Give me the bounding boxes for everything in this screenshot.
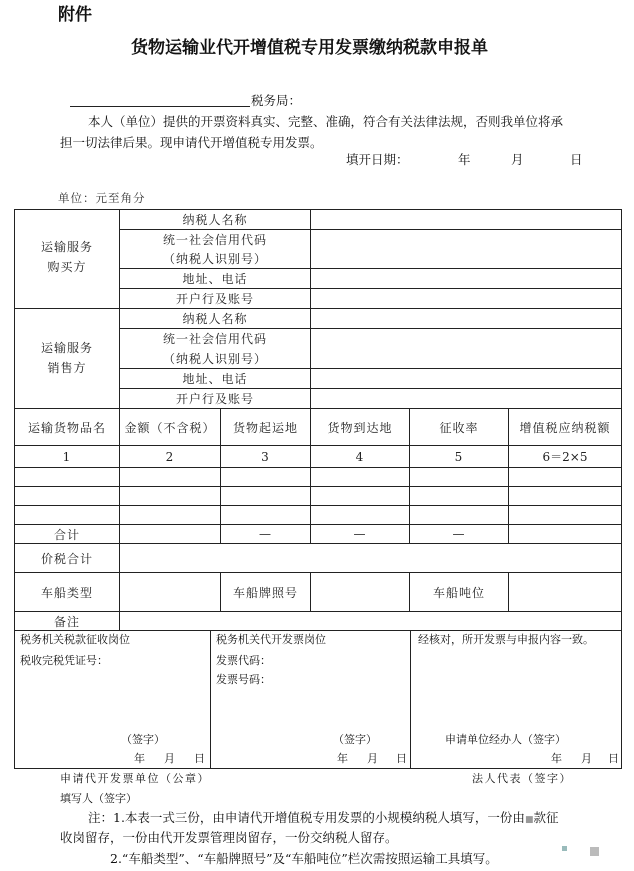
sign-box-2-day: 日 [396, 752, 407, 765]
declaration-line-2: 担一切法律后果。现申请代开增值税专用发票。 [60, 135, 323, 150]
note-1-line-2: 收岗留存，一份由代开发票管理岗留存，一份交纳税人留存。 [60, 830, 398, 845]
vehicle-tonnage-label: 车船吨位 [432, 585, 485, 600]
column-header-destination: 货物到达地 [327, 420, 393, 435]
item-row-3[interactable] [15, 506, 621, 524]
seller-bank-account-label: 开户行及账号 [175, 392, 254, 406]
seller-taxpayer-id-label: （纳税人识别号） [162, 352, 267, 366]
artifact-icon [562, 846, 567, 851]
seller-group-label-2: 销售方 [47, 360, 87, 375]
sign-box-1-sign: （签字） [121, 733, 165, 746]
buyer-taxpayer-id-field[interactable] [311, 230, 621, 268]
column-number-5: 5 [454, 449, 464, 464]
attachment-label: 附件 [58, 5, 92, 25]
sign-box-1-voucher-label: 税收完税凭证号： [20, 654, 108, 667]
sign-box-1-year: 年 [134, 752, 145, 765]
sign-box-3-day: 日 [608, 752, 619, 765]
column-number-6: 6＝2×5 [542, 450, 588, 464]
buyer-credit-code-label: 统一社会信用代码 [162, 233, 267, 247]
seller-address-phone-label: 地址、电话 [182, 372, 248, 386]
buyer-group-label-2: 购买方 [47, 259, 87, 274]
sign-box-2-sign: （签字） [333, 733, 377, 746]
vehicle-type-label: 车船类型 [40, 585, 93, 600]
fill-date-day: 日 [570, 152, 583, 167]
fill-date-month: 月 [511, 152, 524, 167]
total-dash-rate: — [452, 527, 466, 541]
buyer-name-field[interactable] [311, 210, 621, 229]
buyer-bank-account-field[interactable] [311, 289, 621, 308]
item-row-1[interactable] [15, 468, 621, 486]
seller-taxpayer-id-field[interactable] [311, 329, 621, 368]
seller-name-label: 纳税人名称 [182, 312, 248, 326]
sign-box-2-year: 年 [337, 752, 348, 765]
total-label: 合计 [53, 527, 80, 542]
seller-group-label-1: 运输服务 [40, 340, 93, 355]
note-1-line-1: 注：1.本表一式三份，由申请代开增值税专用发票的小规模纳税人填写，一份由■款征 [88, 810, 559, 825]
sign-box-2-month: 月 [367, 752, 378, 765]
sign-box-3-year: 年 [551, 752, 562, 765]
column-header-goods-name: 运输货物品名 [27, 420, 106, 435]
column-header-origin: 货物起运地 [232, 420, 298, 435]
page-title: 货物运输业代开增值税专用发票缴纳税款申报单 [131, 38, 488, 58]
remarks-field[interactable] [120, 612, 621, 630]
sign-box-2-invoice-code-label: 发票代码： [216, 654, 271, 667]
total-dash-destination: — [353, 527, 367, 541]
price-tax-total-field[interactable] [120, 544, 621, 572]
sign-box-2-title: 税务机关代开发票岗位 [216, 633, 326, 646]
column-number-3: 3 [261, 449, 270, 464]
buyer-group-label-1: 运输服务 [40, 239, 93, 254]
vehicle-plate-label: 车船牌照号 [232, 585, 298, 600]
total-dash-origin: — [259, 527, 272, 541]
sign-box-3-agent-label: 申请单位经办人（签字） [445, 733, 566, 746]
column-header-levy-rate: 征收率 [439, 420, 479, 435]
sign-box-1-title: 税务机关税款征收岗位 [20, 633, 130, 646]
sign-box-1-day: 日 [194, 752, 205, 765]
vehicle-type-field[interactable] [120, 573, 220, 611]
note-1-garbled-glyph: ■ [524, 815, 534, 825]
buyer-address-phone-label: 地址、电话 [182, 272, 248, 286]
artifact-icon [590, 847, 599, 856]
item-row-2[interactable] [15, 487, 621, 505]
filler-label: 填写人（签字） [60, 792, 137, 805]
applicant-seal-label: 申请代开发票单位（公章） [60, 772, 210, 785]
remarks-label: 备注 [53, 614, 80, 629]
sign-box-1-month: 月 [164, 752, 175, 765]
column-number-4: 4 [355, 449, 365, 464]
buyer-taxpayer-id-label: （纳税人识别号） [162, 252, 267, 266]
buyer-address-phone-field[interactable] [311, 269, 621, 288]
buyer-name-label: 纳税人名称 [182, 213, 248, 227]
seller-name-field[interactable] [311, 309, 621, 328]
seller-bank-account-field[interactable] [311, 389, 621, 408]
column-number-1: 1 [62, 449, 72, 464]
note-2: 2.“车船类型”、“车船牌照号”及“车船吨位”栏次需按照运输工具填写。 [110, 851, 498, 866]
vehicle-tonnage-field[interactable] [509, 573, 621, 611]
legal-rep-label: 法人代表（签字） [472, 772, 572, 785]
sign-box-2-invoice-number-label: 发票号码： [216, 673, 271, 686]
unit-note: 单位：元至角分 [58, 191, 146, 205]
sign-box-3-month: 月 [581, 752, 592, 765]
tax-bureau-label: 税务局： [251, 93, 302, 108]
buyer-bank-account-label: 开户行及账号 [175, 292, 254, 306]
tax-bureau-blank [70, 106, 250, 107]
seller-credit-code-label: 统一社会信用代码 [162, 332, 267, 346]
column-header-vat-payable: 增值税应纳税额 [519, 420, 611, 435]
column-header-amount: 金额（不含税） [124, 420, 216, 435]
column-number-2: 2 [165, 449, 175, 464]
fill-date-label: 填开日期： [346, 152, 409, 167]
seller-address-phone-field[interactable] [311, 369, 621, 388]
price-tax-total-label: 价税合计 [40, 551, 93, 566]
sign-box-3-title: 经核对，所开发票与申报内容一致。 [418, 633, 594, 646]
vehicle-plate-field[interactable] [311, 573, 409, 611]
fill-date-year: 年 [458, 152, 471, 167]
declaration-line-1: 本人（单位）提供的开票资料真实、完整、准确，符合有关法律法规，否则我单位将承 [88, 114, 564, 129]
